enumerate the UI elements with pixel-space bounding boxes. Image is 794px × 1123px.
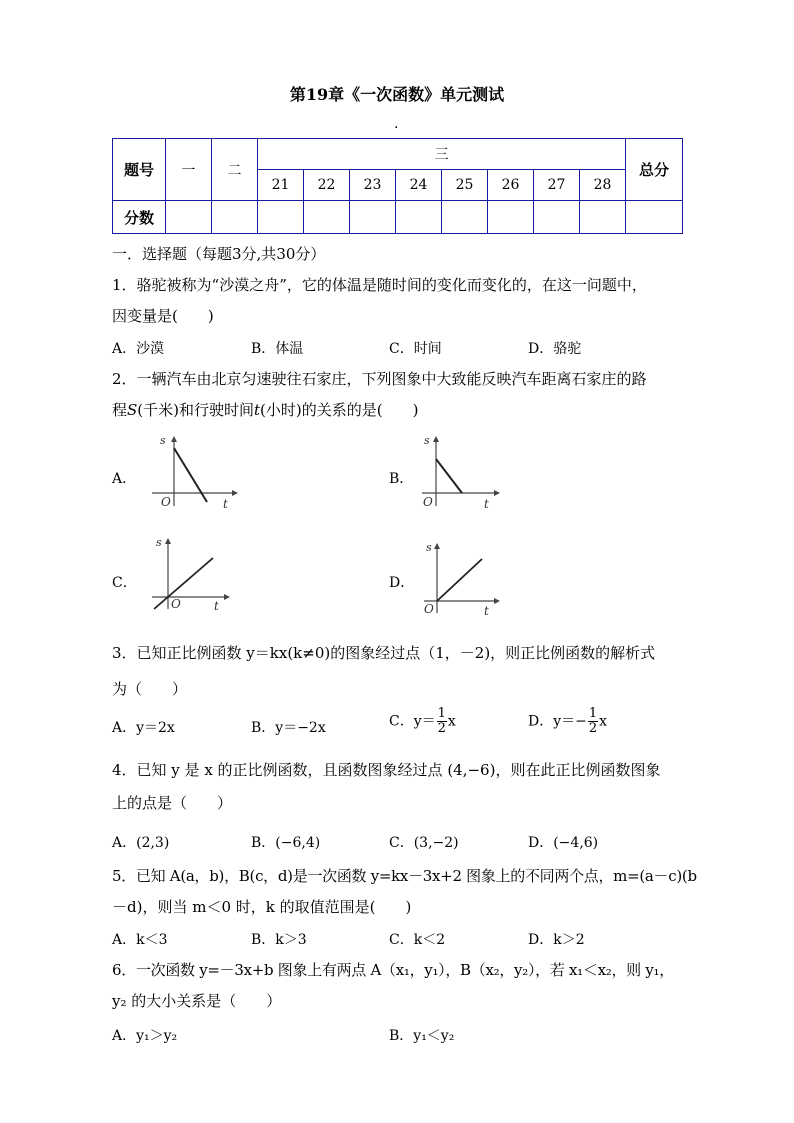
q3-option-b[interactable]: B．y＝−2x	[251, 720, 326, 736]
header-q24: 24	[396, 170, 442, 201]
q5-option-d[interactable]: D．k＞2	[528, 932, 585, 948]
q1-option-c[interactable]: C．时间	[389, 341, 442, 357]
q2-text: (小时)的关系的是( )	[260, 401, 419, 419]
fraction-denominator: 2	[437, 721, 446, 736]
q5-option-c[interactable]: C．k＜2	[389, 932, 446, 948]
axis-s-label: s	[424, 434, 430, 447]
q4-option-a[interactable]: A．(2,3)	[112, 835, 170, 851]
q6-option-a[interactable]: A．y₁＞y₂	[112, 1028, 178, 1044]
score-cell[interactable]	[626, 201, 683, 234]
q4-option-b[interactable]: B．(−6,4)	[251, 835, 321, 851]
row-score-label: 分数	[113, 201, 166, 234]
header-q23: 23	[350, 170, 396, 201]
origin-label: O	[161, 495, 171, 509]
header-part-2: 二	[212, 139, 258, 201]
q2-option-d[interactable]: D．	[389, 575, 415, 591]
fraction-denominator: 2	[588, 721, 598, 736]
q3-c-prefix: C．y＝	[389, 713, 436, 730]
q6-option-b[interactable]: B．y₁＜y₂	[389, 1028, 455, 1044]
q2-text: 程	[112, 401, 128, 419]
q3-option-d[interactable]	[528, 707, 607, 736]
q2-var-s: S	[127, 401, 138, 419]
q3-option-a[interactable]: A．y＝2x	[112, 720, 175, 736]
score-table	[112, 138, 683, 234]
score-cell[interactable]	[534, 201, 580, 234]
q1-line1: 1．骆驼被称为“沙漠之舟”，它的体温是随时间的变化而变化的，在这一问题中，	[112, 276, 647, 294]
q1-option-a[interactable]: A．沙漠	[112, 341, 165, 357]
origin-label: O	[424, 602, 434, 616]
q1-option-d[interactable]: D．骆驼	[528, 341, 582, 357]
q2-line2	[112, 400, 418, 420]
q5-line1: 5．已知 A(a，b)，B(c，d)是一次函数 y=kx－3x+2 图象上的不同两个点，m=(a－c)(b	[112, 867, 697, 885]
score-cell[interactable]	[350, 201, 396, 234]
q5-option-a[interactable]: A．k＜3	[112, 932, 168, 948]
q4-line1: 4．已知 y 是 x 的正比例函数，且函数图象经过点 (4,−6)，则在此正比例函数图象	[112, 761, 661, 779]
score-cell[interactable]	[304, 201, 350, 234]
q2-option-a[interactable]: A．	[112, 471, 137, 487]
section-heading: 一．选择题（每题3分,共30分）	[112, 245, 326, 263]
graph-b[interactable]	[410, 432, 510, 512]
header-question-number: 题号	[113, 139, 166, 201]
score-cell[interactable]	[442, 201, 488, 234]
graph-c[interactable]	[140, 534, 240, 614]
score-cell[interactable]	[488, 201, 534, 234]
q1-line2: 因变量是( )	[112, 307, 214, 325]
q4-option-d[interactable]: D．(−4,6)	[528, 835, 599, 851]
axis-s-label: s	[156, 536, 162, 549]
q4-line2: 上的点是（ ）	[112, 794, 233, 812]
origin-label: O	[171, 597, 181, 611]
header-q28: 28	[580, 170, 626, 201]
axis-t-label: t	[484, 497, 489, 511]
axis-s-label: s	[160, 434, 166, 447]
fraction	[588, 707, 598, 736]
fraction-numerator: 1	[588, 706, 598, 721]
q3-d-prefix: D．y＝−	[528, 713, 587, 730]
score-cell[interactable]	[580, 201, 626, 234]
fraction	[437, 707, 447, 736]
header-total: 总分	[626, 139, 683, 201]
q3-line2: 为（ ）	[112, 680, 188, 698]
header-q26: 26	[488, 170, 534, 201]
axis-t-label: t	[223, 497, 228, 511]
score-cell[interactable]	[212, 201, 258, 234]
q3-option-c[interactable]	[389, 707, 456, 736]
axis-t-label: t	[484, 604, 489, 617]
q2-option-c[interactable]: C．	[112, 575, 137, 591]
header-q25: 25	[442, 170, 488, 201]
q2-option-b[interactable]: B．	[389, 471, 414, 487]
score-cell[interactable]	[396, 201, 442, 234]
q3-d-suffix: x	[599, 713, 608, 730]
header-q21: 21	[258, 170, 304, 201]
header-q22: 22	[304, 170, 350, 201]
header-q27: 27	[534, 170, 580, 201]
graph-a[interactable]	[140, 432, 240, 512]
q6-line2: y₂ 的大小关系是（ ）	[112, 992, 282, 1010]
q6-line1: 6．一次函数 y=－3x+b 图象上有两点 A（x₁，y₁），B（x₂，y₂），若 x₁＜x₂，则 y₁，	[112, 961, 674, 979]
origin-label: O	[423, 495, 433, 509]
q3-line1: 3．已知正比例函数 y＝kx(k≠0)的图象经过点（1，－2)，则正比例函数的解析式	[112, 644, 656, 662]
q2-var-t: t	[254, 401, 261, 419]
q1-option-b[interactable]: B．体温	[251, 341, 304, 357]
header-part-1: 一	[166, 139, 212, 201]
graph-d[interactable]	[410, 537, 510, 617]
axis-s-label: s	[426, 541, 432, 554]
fraction-numerator: 1	[437, 706, 446, 721]
subtitle-dot: .	[394, 116, 399, 132]
score-cell[interactable]	[258, 201, 304, 234]
q3-c-suffix: x	[447, 713, 456, 730]
q5-line2: －d)，则当 m＜0 时，k 的取值范围是( )	[112, 898, 412, 916]
axis-t-label: t	[214, 599, 219, 613]
q2-line1: 2．一辆汽车由北京匀速驶往石家庄，下列图象中大致能反映汽车距离石家庄的路	[112, 370, 647, 388]
score-cell[interactable]	[166, 201, 212, 234]
header-part-3: 三	[258, 139, 626, 170]
q2-text: (千米)和行驶时间	[137, 401, 255, 419]
page-title: 第19章《一次函数》单元测试	[289, 85, 505, 104]
q4-option-c[interactable]: C．(3,−2)	[389, 835, 459, 851]
q5-option-b[interactable]: B．k＞3	[251, 932, 307, 948]
